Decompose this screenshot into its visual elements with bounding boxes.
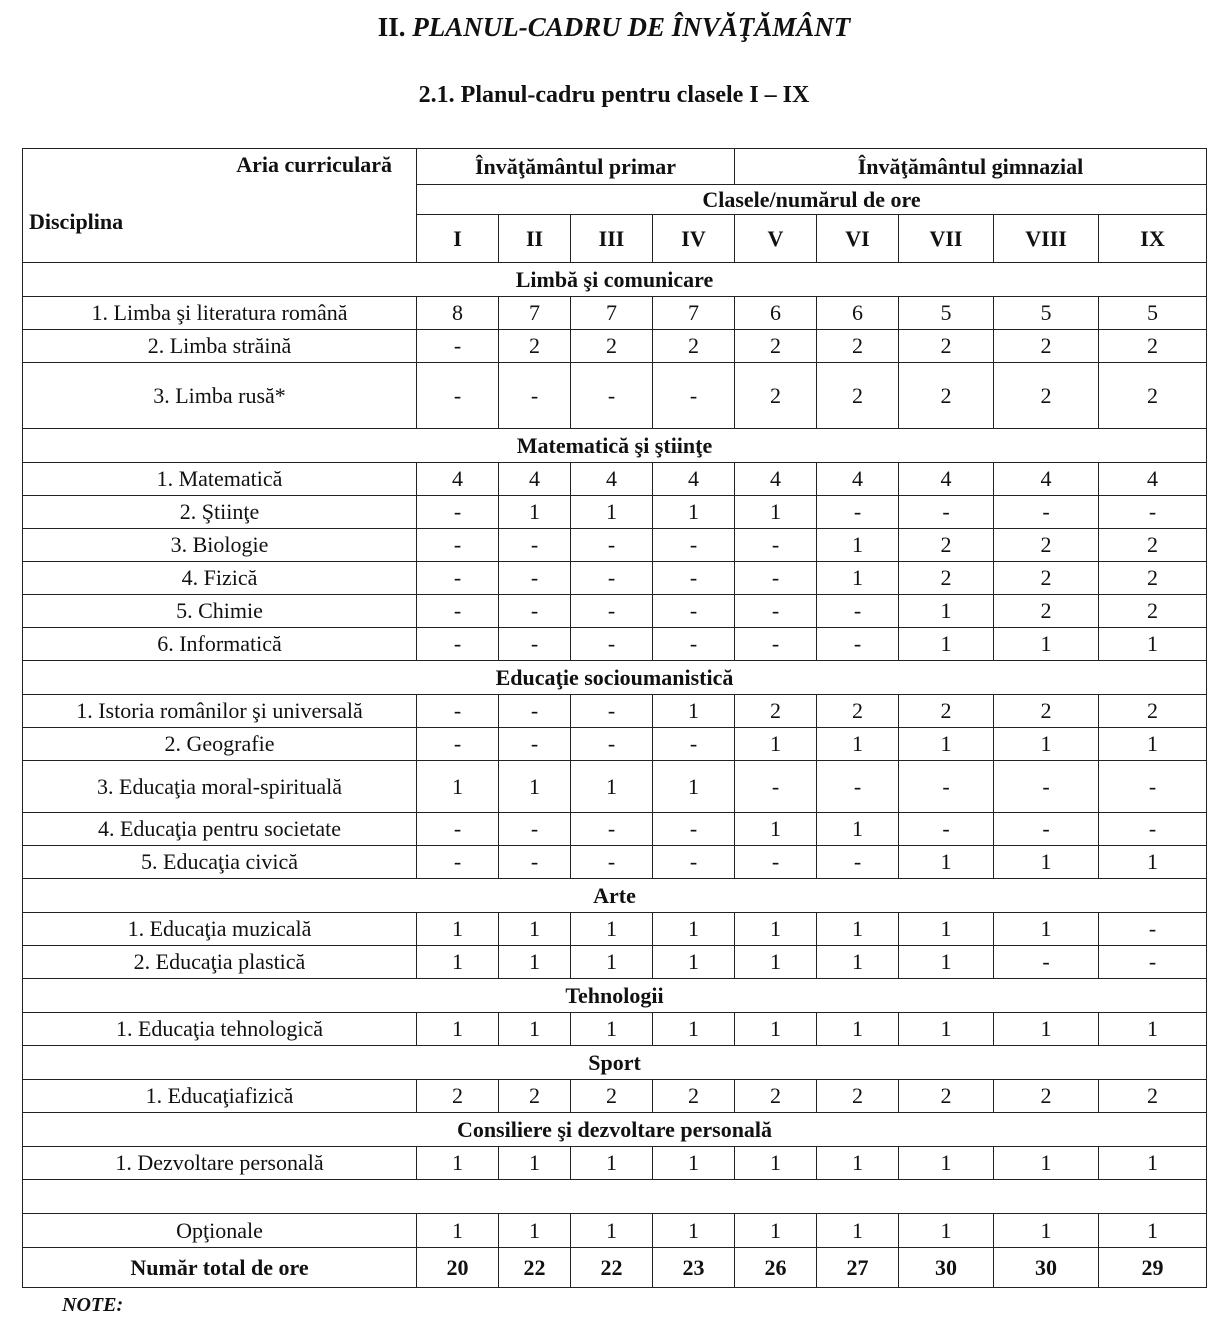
hours-cell: 1 — [735, 1214, 817, 1248]
hours-cell: 1 — [994, 913, 1099, 946]
hours-cell: 1 — [653, 1147, 735, 1180]
hours-cell: - — [571, 695, 653, 728]
hours-cell: 1 — [571, 1214, 653, 1248]
hours-cell: - — [417, 846, 499, 879]
hours-cell: 1 — [817, 562, 899, 595]
hours-cell: 22 — [499, 1248, 571, 1288]
hours-cell: 2 — [994, 562, 1099, 595]
table-row — [23, 728, 1207, 761]
hours-cell: - — [571, 628, 653, 661]
hours-cell: 2 — [817, 363, 899, 429]
hours-cell: - — [817, 628, 899, 661]
hours-cell: 5 — [899, 297, 994, 330]
hours-cell: 1 — [899, 913, 994, 946]
table-row — [23, 946, 1207, 979]
hours-cell: 1 — [653, 1214, 735, 1248]
hours-cell: 1 — [899, 1013, 994, 1046]
hours-cell: 1 — [653, 946, 735, 979]
hours-cell: - — [653, 562, 735, 595]
hours-cell: 5 — [1099, 297, 1207, 330]
hours-cell: - — [817, 846, 899, 879]
hours-cell: 1 — [817, 946, 899, 979]
hours-cell: 4 — [994, 463, 1099, 496]
hours-cell: 1 — [817, 529, 899, 562]
hours-cell: - — [499, 562, 571, 595]
hours-cell: 2 — [994, 695, 1099, 728]
hours-cell: - — [417, 595, 499, 628]
discipline-name: 2. Ştiinţe — [23, 496, 417, 529]
hours-cell: 2 — [1099, 529, 1207, 562]
note-heading: NOTE: — [62, 1294, 124, 1316]
hours-cell: - — [817, 496, 899, 529]
hours-cell: - — [994, 813, 1099, 846]
hours-cell: 8 — [417, 297, 499, 330]
hours-cell: 4 — [417, 463, 499, 496]
header-gimnazial: Învăţământul gimnazial — [735, 149, 1207, 185]
hours-cell: - — [571, 813, 653, 846]
hours-cell: - — [653, 628, 735, 661]
hours-cell: 1 — [899, 595, 994, 628]
hours-cell: - — [735, 761, 817, 813]
hours-cell: 1 — [1099, 1147, 1207, 1180]
header-disciplina: Disciplina — [29, 209, 124, 235]
hours-cell: 1 — [417, 1013, 499, 1046]
hours-cell: - — [499, 728, 571, 761]
hours-cell: - — [417, 562, 499, 595]
discipline-name: 2. Geografie — [23, 728, 417, 761]
hours-cell: 2 — [899, 695, 994, 728]
hours-cell: - — [499, 529, 571, 562]
hours-cell: 2 — [899, 529, 994, 562]
hours-cell: 1 — [817, 1147, 899, 1180]
hours-cell: 1 — [499, 1147, 571, 1180]
discipline-name: 1. Educaţia muzicală — [23, 913, 417, 946]
table-row — [23, 1214, 1207, 1248]
page-title — [0, 12, 1228, 43]
discipline-name: 1. Educaţiafizică — [23, 1080, 417, 1113]
hours-cell: 1 — [653, 695, 735, 728]
hours-cell: 2 — [1099, 363, 1207, 429]
hours-cell: 2 — [499, 1080, 571, 1113]
hours-cell: 1 — [994, 1214, 1099, 1248]
hours-cell: 2 — [499, 330, 571, 363]
hours-cell: 1 — [817, 813, 899, 846]
hours-cell: 1 — [735, 496, 817, 529]
hours-cell: - — [899, 813, 994, 846]
hours-cell: 2 — [653, 1080, 735, 1113]
hours-cell: - — [499, 813, 571, 846]
table-row — [23, 913, 1207, 946]
hours-cell: 20 — [417, 1248, 499, 1288]
table-row — [23, 1080, 1207, 1113]
hours-cell: 2 — [994, 330, 1099, 363]
discipline-name: 1. Limba şi literatura română — [23, 297, 417, 330]
hours-cell: 30 — [899, 1248, 994, 1288]
hours-cell: 1 — [1099, 628, 1207, 661]
grade-header-vi: VI — [817, 215, 899, 263]
hours-cell: - — [499, 595, 571, 628]
hours-cell: 1 — [735, 1013, 817, 1046]
hours-cell: 1 — [499, 761, 571, 813]
grade-header-i: I — [417, 215, 499, 263]
grade-header-ix: IX — [1099, 215, 1207, 263]
hours-cell: 1 — [571, 1013, 653, 1046]
discipline-name: 1. Educaţia tehnologică — [23, 1013, 417, 1046]
hours-cell: 1 — [499, 1013, 571, 1046]
grade-header-v: V — [735, 215, 817, 263]
hours-cell: 1 — [735, 813, 817, 846]
hours-cell: - — [653, 363, 735, 429]
hours-cell: 2 — [417, 1080, 499, 1113]
hours-cell: 2 — [1099, 595, 1207, 628]
section-row — [23, 979, 1207, 1013]
hours-cell: 2 — [735, 363, 817, 429]
discipline-name: 3. Limba rusă* — [23, 363, 417, 429]
hours-cell: 7 — [499, 297, 571, 330]
hours-cell: 2 — [899, 330, 994, 363]
discipline-name: 1. Matematică — [23, 463, 417, 496]
section-row — [23, 263, 1207, 297]
hours-cell: 1 — [499, 496, 571, 529]
table-row — [23, 363, 1207, 429]
hours-cell: - — [735, 595, 817, 628]
hours-cell: 30 — [994, 1248, 1099, 1288]
hours-cell: 2 — [1099, 1080, 1207, 1113]
hours-cell: 1 — [499, 1214, 571, 1248]
title-prefix: II. — [377, 12, 406, 42]
hours-cell: 4 — [499, 463, 571, 496]
discipline-name: 3. Educaţia moral-spirituală — [23, 761, 417, 813]
hours-cell: - — [571, 562, 653, 595]
discipline-name: 4. Educaţia pentru societate — [23, 813, 417, 846]
hours-cell: - — [994, 496, 1099, 529]
hours-cell: 1 — [994, 1147, 1099, 1180]
hours-cell: 2 — [817, 330, 899, 363]
hours-cell: - — [994, 946, 1099, 979]
hours-cell: 1 — [417, 1214, 499, 1248]
hours-cell: 1 — [994, 1013, 1099, 1046]
table-row — [23, 529, 1207, 562]
hours-cell: 2 — [1099, 695, 1207, 728]
hours-cell: 1 — [735, 1147, 817, 1180]
hours-cell: 1 — [499, 913, 571, 946]
header-clasele: Clasele/numărul de ore — [417, 185, 1207, 215]
table-row — [23, 628, 1207, 661]
hours-cell: - — [571, 595, 653, 628]
hours-cell: - — [1099, 913, 1207, 946]
table-row — [23, 595, 1207, 628]
hours-cell: 2 — [653, 330, 735, 363]
hours-cell: 7 — [653, 297, 735, 330]
hours-cell: 1 — [653, 913, 735, 946]
hours-cell: 1 — [499, 946, 571, 979]
header-primar: Învăţământul primar — [417, 149, 735, 185]
section-row — [23, 1046, 1207, 1080]
hours-cell: 1 — [1099, 1013, 1207, 1046]
table-row — [23, 761, 1207, 813]
hours-cell: - — [417, 330, 499, 363]
table-row — [23, 496, 1207, 529]
hours-cell: 2 — [994, 363, 1099, 429]
hours-cell: 1 — [817, 1013, 899, 1046]
hours-cell: - — [417, 496, 499, 529]
hours-cell: - — [653, 595, 735, 628]
section-title: Sport — [23, 1046, 1207, 1080]
header-cell-aria — [23, 149, 417, 263]
hours-cell: 2 — [899, 363, 994, 429]
hours-cell: 2 — [899, 562, 994, 595]
hours-cell: 1 — [1099, 1214, 1207, 1248]
hours-cell: 1 — [417, 913, 499, 946]
hours-cell: 2 — [571, 330, 653, 363]
hours-cell: 1 — [899, 728, 994, 761]
section-title: Arte — [23, 879, 1207, 913]
hours-cell: - — [817, 761, 899, 813]
hours-cell: - — [1099, 761, 1207, 813]
discipline-name: 5. Educaţia civică — [23, 846, 417, 879]
hours-cell: 1 — [571, 1147, 653, 1180]
hours-cell: 2 — [994, 595, 1099, 628]
hours-cell: - — [735, 562, 817, 595]
hours-cell: - — [417, 363, 499, 429]
hours-cell: - — [899, 761, 994, 813]
spacer-cell — [23, 1180, 1207, 1214]
hours-cell: 4 — [735, 463, 817, 496]
hours-cell: - — [417, 628, 499, 661]
section-row — [23, 1113, 1207, 1147]
hours-cell: - — [735, 529, 817, 562]
hours-cell: - — [735, 628, 817, 661]
hours-cell: - — [571, 846, 653, 879]
hours-cell: - — [417, 529, 499, 562]
hours-cell: 1 — [417, 946, 499, 979]
table-row — [23, 463, 1207, 496]
hours-cell: 1 — [899, 846, 994, 879]
section-row — [23, 429, 1207, 463]
section-title: Limbă şi comunicare — [23, 263, 1207, 297]
hours-cell: 2 — [817, 1080, 899, 1113]
discipline-name: 1. Dezvoltare personală — [23, 1147, 417, 1180]
grade-header-vii: VII — [899, 215, 994, 263]
hours-cell: - — [499, 363, 571, 429]
hours-cell: - — [1099, 813, 1207, 846]
hours-cell: - — [653, 813, 735, 846]
hours-cell: 27 — [817, 1248, 899, 1288]
hours-cell: - — [653, 728, 735, 761]
grade-header-iii: III — [571, 215, 653, 263]
section-row — [23, 661, 1207, 695]
hours-cell: - — [735, 846, 817, 879]
spacer-row — [23, 1180, 1207, 1214]
hours-cell: 1 — [994, 628, 1099, 661]
hours-cell: 1 — [653, 496, 735, 529]
hours-cell: - — [653, 529, 735, 562]
hours-cell: 1 — [994, 728, 1099, 761]
section-title: Tehnologii — [23, 979, 1207, 1013]
header-aria: Aria curriculară — [236, 152, 392, 177]
hours-cell: 2 — [994, 529, 1099, 562]
hours-cell: 2 — [899, 1080, 994, 1113]
hours-cell: 5 — [994, 297, 1099, 330]
hours-cell: 1 — [1099, 728, 1207, 761]
discipline-name: 6. Informatică — [23, 628, 417, 661]
hours-cell: 2 — [994, 1080, 1099, 1113]
hours-cell: 1 — [417, 1147, 499, 1180]
hours-cell: 1 — [817, 728, 899, 761]
discipline-name: 4. Fizică — [23, 562, 417, 595]
section-title: Matematică şi ştiinţe — [23, 429, 1207, 463]
discipline-name: 2. Educaţia plastică — [23, 946, 417, 979]
title-main: PLANUL-CADRU DE ÎNVĂŢĂMÂNT — [412, 12, 851, 42]
hours-cell: - — [817, 595, 899, 628]
hours-cell: 2 — [571, 1080, 653, 1113]
hours-cell: - — [653, 846, 735, 879]
table-row — [23, 562, 1207, 595]
hours-cell: 1 — [571, 761, 653, 813]
hours-cell: 2 — [1099, 330, 1207, 363]
grade-header-iv: IV — [653, 215, 735, 263]
hours-cell: 6 — [817, 297, 899, 330]
hours-cell: 4 — [571, 463, 653, 496]
hours-cell: 1 — [653, 1013, 735, 1046]
hours-cell: 7 — [571, 297, 653, 330]
discipline-name: 3. Biologie — [23, 529, 417, 562]
hours-cell: 1 — [417, 761, 499, 813]
hours-cell: - — [499, 695, 571, 728]
hours-cell: 1 — [899, 1147, 994, 1180]
table-row — [23, 330, 1207, 363]
discipline-name: Opţionale — [23, 1214, 417, 1248]
hours-cell: - — [899, 496, 994, 529]
hours-cell: 1 — [899, 628, 994, 661]
curriculum-table — [22, 148, 1207, 1288]
hours-cell: 1 — [735, 913, 817, 946]
table-row — [23, 297, 1207, 330]
hours-cell: 4 — [817, 463, 899, 496]
discipline-name: 1. Istoria românilor şi universală — [23, 695, 417, 728]
hours-cell: 1 — [817, 1214, 899, 1248]
hours-cell: - — [994, 761, 1099, 813]
table-row — [23, 1147, 1207, 1180]
hours-cell: - — [1099, 496, 1207, 529]
table-row — [23, 1248, 1207, 1288]
hours-cell: 1 — [899, 1214, 994, 1248]
hours-cell: 2 — [735, 330, 817, 363]
hours-cell: 1 — [817, 913, 899, 946]
table-row — [23, 695, 1207, 728]
discipline-name: 5. Chimie — [23, 595, 417, 628]
hours-cell: 2 — [817, 695, 899, 728]
section-title: Consiliere şi dezvoltare personală — [23, 1113, 1207, 1147]
hours-cell: 4 — [899, 463, 994, 496]
hours-cell: - — [417, 728, 499, 761]
hours-cell: 2 — [1099, 562, 1207, 595]
hours-cell: 1 — [735, 946, 817, 979]
table-row — [23, 813, 1207, 846]
grade-header-ii: II — [499, 215, 571, 263]
table-row — [23, 846, 1207, 879]
page-subtitle: 2.1. Planul-cadru pentru clasele I – IX — [418, 82, 810, 108]
discipline-name: 2. Limba străină — [23, 330, 417, 363]
section-title: Educaţie socioumanistică — [23, 661, 1207, 695]
hours-cell: 23 — [653, 1248, 735, 1288]
hours-cell: 1 — [735, 728, 817, 761]
hours-cell: - — [417, 813, 499, 846]
hours-cell: 26 — [735, 1248, 817, 1288]
hours-cell: 1 — [571, 913, 653, 946]
hours-cell: 4 — [1099, 463, 1207, 496]
table-row — [23, 1013, 1207, 1046]
grade-header-viii: VIII — [994, 215, 1099, 263]
hours-cell: 1 — [653, 761, 735, 813]
hours-cell: 1 — [571, 496, 653, 529]
hours-cell: - — [499, 846, 571, 879]
hours-cell: 1 — [1099, 846, 1207, 879]
hours-cell: - — [417, 695, 499, 728]
hours-cell: 29 — [1099, 1248, 1207, 1288]
hours-cell: 1 — [994, 846, 1099, 879]
hours-cell: - — [571, 529, 653, 562]
hours-cell: 2 — [735, 1080, 817, 1113]
hours-cell: 1 — [571, 946, 653, 979]
hours-cell: - — [571, 728, 653, 761]
section-row — [23, 879, 1207, 913]
hours-cell: 2 — [735, 695, 817, 728]
hours-cell: - — [499, 628, 571, 661]
hours-cell: 22 — [571, 1248, 653, 1288]
hours-cell: 6 — [735, 297, 817, 330]
discipline-name: Număr total de ore — [23, 1248, 417, 1288]
hours-cell: - — [571, 363, 653, 429]
hours-cell: 4 — [653, 463, 735, 496]
hours-cell: 1 — [899, 946, 994, 979]
hours-cell: - — [1099, 946, 1207, 979]
